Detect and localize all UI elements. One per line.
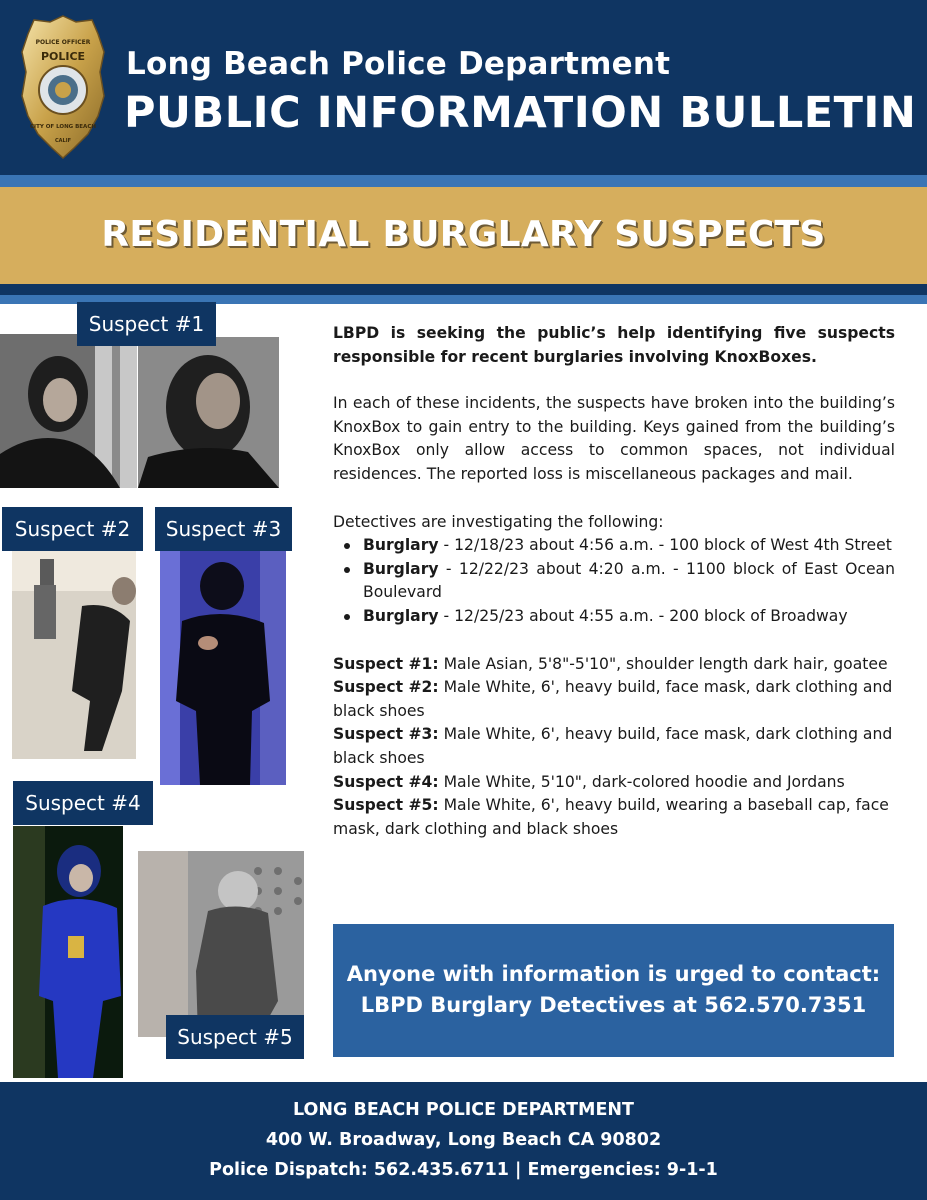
suspect-label: Suspect #1: (333, 654, 439, 673)
accent-stripe (0, 175, 927, 187)
incident-type: Burglary (363, 606, 439, 625)
suspect-detail: Male White, 6', heavy build, wearing a baseball cap, face mask, dark clothing and black shoes (333, 796, 889, 838)
incident-type: Burglary (363, 559, 439, 578)
detectives-intro: Detectives are investigating the following: (333, 512, 664, 531)
suspect-1-photo-a (0, 334, 137, 488)
suspect-label: Suspect #2: (333, 678, 439, 697)
incident-item (333, 605, 895, 629)
suspect-detail: Male Asian, 5'8"-5'10", shoulder length dark hair, goatee (438, 654, 888, 673)
suspect-2-photo (12, 551, 136, 759)
suspect-1-label: Suspect #1 (77, 302, 216, 346)
bulletin-body (333, 322, 895, 841)
incident-item (333, 534, 895, 558)
suspect-4-label: Suspect #4 (13, 781, 153, 825)
divider-stripe (0, 284, 927, 295)
footer-phones: Police Dispatch: 562.435.6711 | Emergencies: 9-1-1 (209, 1160, 718, 1180)
footer-address: 400 W. Broadway, Long Beach CA 90802 (265, 1130, 662, 1150)
suspect-1-photo-b (138, 337, 279, 488)
suspect-detail: Male White, 5'10", dark-colored hoodie and Jordans (438, 772, 845, 791)
contact-box (333, 924, 894, 1057)
suspect-detail: Male White, 6', heavy build, face mask, dark clothing and black shoes (333, 678, 893, 720)
suspect-detail: Male White, 6', heavy build, face mask, dark clothing and black shoes (333, 725, 893, 767)
suspect-label: Suspect #5: (333, 796, 439, 815)
footer-department: LONG BEACH POLICE DEPARTMENT (292, 1100, 634, 1120)
bulletin-title: PUBLIC INFORMATION BULLETIN (124, 88, 917, 138)
incident-detail: - 12/25/23 about 4:55 a.m. - 200 block of Broadway (438, 606, 848, 625)
contact-line-2: LBPD Burglary Detectives at 562.570.7351 (360, 993, 867, 1017)
contact-line-1: Anyone with information is urged to contact: (346, 962, 881, 986)
footer (0, 1082, 927, 1200)
suspect-description (333, 653, 895, 677)
suspect-description (333, 794, 895, 841)
department-name: Long Beach Police Department (126, 46, 671, 82)
svg-text:CITY OF LONG BEACH: CITY OF LONG BEACH (30, 124, 96, 130)
suspect-3-photo (160, 551, 286, 785)
incident-detail: - 12/22/23 about 4:20 a.m. - 1100 block of East Ocean Boulevard (363, 559, 895, 602)
suspect-5-label: Suspect #5 (166, 1015, 304, 1059)
svg-text:POLICE: POLICE (40, 50, 86, 63)
suspect-5-photo (138, 851, 304, 1037)
banner-title: RESIDENTIAL BURGLARY SUSPECTS (101, 214, 826, 255)
suspect-label: Suspect #3: (333, 725, 439, 744)
incident-item (333, 558, 895, 605)
police-badge-icon (18, 12, 108, 160)
header-band (0, 0, 927, 175)
svg-text:POLICE OFFICER: POLICE OFFICER (35, 39, 91, 46)
suspect-3-label: Suspect #3 (155, 507, 292, 551)
suspect-4-photo (13, 826, 123, 1078)
svg-text:CALIF: CALIF (54, 138, 72, 144)
suspect-description (333, 676, 895, 723)
suspect-description (333, 723, 895, 770)
suspect-description (333, 771, 895, 795)
intro-statement: LBPD is seeking the public’s help identifying five suspects responsible for recent burglaries involving KnoxBoxes. (333, 324, 895, 366)
suspect-descriptions (333, 653, 895, 842)
incident-type: Burglary (363, 536, 439, 555)
incident-description: In each of these incidents, the suspects have broken into the building’s KnoxBox to gain entry to the building. Keys gained from the building’s KnoxBox only allow access to common spaces, not individual residences. The reported loss is miscellaneous packages and mail. (333, 394, 895, 483)
incident-list (333, 534, 895, 628)
incident-detail: - 12/18/23 about 4:56 a.m. - 100 block of West 4th Street (438, 536, 892, 555)
suspect-2-label: Suspect #2 (2, 507, 143, 551)
suspect-label: Suspect #4: (333, 772, 439, 791)
